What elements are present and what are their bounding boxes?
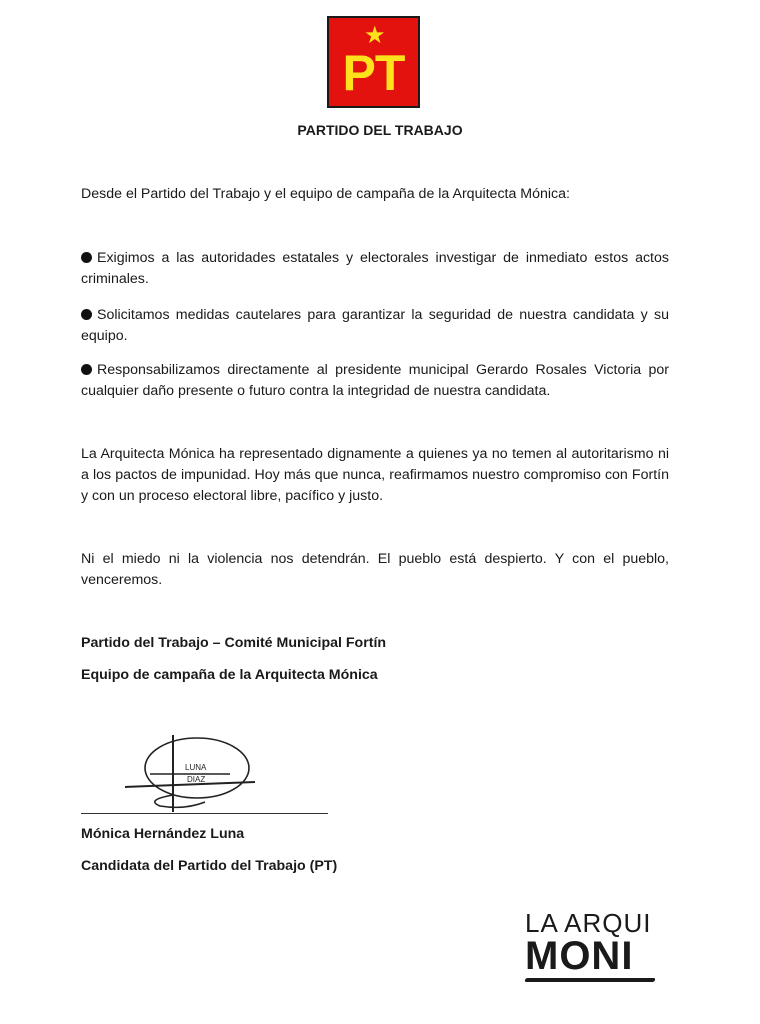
bullet-icon bbox=[81, 252, 92, 263]
bullet-text: Solicitamos medidas cautelares para garantizar la seguridad de nuestra candidata y su equipo. bbox=[81, 307, 669, 344]
campaign-logo-bottom: MONI bbox=[525, 934, 634, 978]
svg-text:DIAZ: DIAZ bbox=[187, 775, 206, 784]
bullet-text: Exigimos a las autoridades estatales y electorales investigar de inmediato estos actos criminales. bbox=[81, 250, 669, 287]
signature-line bbox=[81, 813, 328, 814]
brush-stroke bbox=[524, 978, 655, 982]
campaign-logo bbox=[525, 910, 665, 982]
bullet-icon bbox=[81, 364, 92, 375]
body-paragraph: La Arquitecta Mónica ha representado dignamente a quienes ya no temen al autoritarismo ni a los pactos de impunidad. Hoy más que nunca, reafirmamos nuestro compromiso con Fortín y con un proceso electoral libre, pacífico y justo. bbox=[81, 446, 669, 504]
closing-line: Partido del Trabajo – Comité Municipal Fortín bbox=[81, 635, 387, 651]
logo-text: PT bbox=[342, 45, 405, 101]
pt-logo bbox=[327, 16, 420, 108]
closing-line: Equipo de campaña de la Arquitecta Mónica bbox=[81, 667, 378, 683]
signer-role: Candidata del Partido del Trabajo (PT) bbox=[81, 858, 338, 874]
bullet-item bbox=[81, 360, 669, 402]
bullet-text: Responsabilizamos directamente al presidente municipal Gerardo Rosales Victoria por cualquier daño presente o futuro contra la integridad de nuestra candidata. bbox=[81, 362, 669, 399]
body-paragraph: Ni el miedo ni la violencia nos detendrán. El pueblo está despierto. Y con el pueblo, venceremos. bbox=[81, 551, 669, 588]
svg-text:LUNA: LUNA bbox=[185, 763, 207, 772]
bullet-item bbox=[81, 305, 669, 347]
bullet-icon bbox=[81, 309, 92, 320]
campaign-logo-top: LA ARQUI bbox=[525, 908, 652, 938]
intro-paragraph: Desde el Partido del Trabajo y el equipo de campaña de la Arquitecta Mónica: bbox=[81, 186, 570, 202]
handwritten-signature bbox=[115, 730, 275, 815]
bullet-item bbox=[81, 248, 669, 290]
signer-name: Mónica Hernández Luna bbox=[81, 826, 245, 842]
star-icon: ★ bbox=[364, 22, 386, 49]
party-title: PARTIDO DEL TRABAJO bbox=[297, 122, 463, 138]
